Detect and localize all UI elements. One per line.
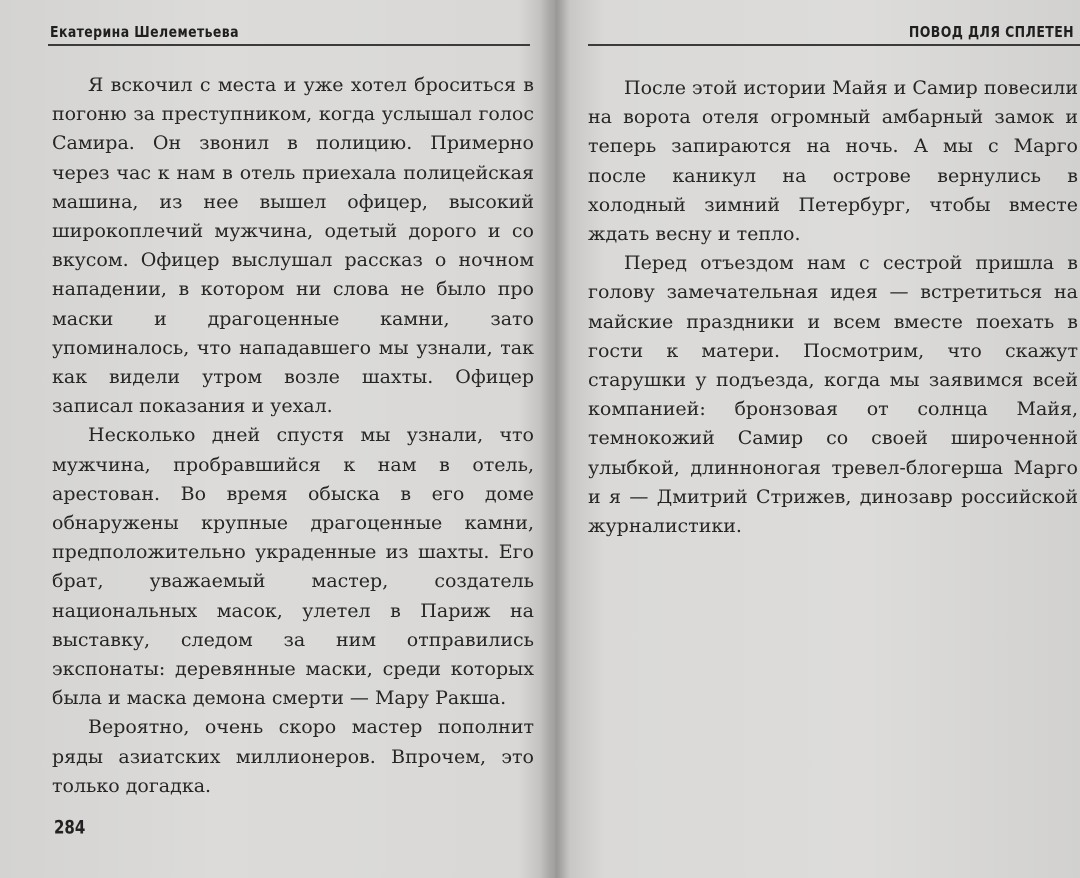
paragraph: Несколько дней спустя мы узнали, что мужчина, пробравшийся к нам в отель, арестован. Во время обыска в его доме обнаружены крупные драгоценные камни, предположительно украденные из шахты. Его брат, уважаемый мастер, создатель национальных масок, улетел в Париж на выставку, следом за ним отправились экспонаты: деревянные маски, среди которых была и маска демона смерти — Мару Ракша. [52,424,534,710]
right-page [556,0,1080,878]
paragraph: Я вскочил с места и уже хотел броситься в погоню за преступником, когда услышал голос Самира. Он звонил в полицию. Примерно через час к нам в отель приехала полицейская машина, из нее вышел офицер, высокий широкоплечий мужчина, одетый дорого и со вкусом. Офицер выслушал рассказ о ночном нападении, в котором ни слова не было про маски и драгоценные камни, зато упоминалось, что нападавшего мы узнали, так как видели утром возле шахты. Офицер записал показания и уехал. [52,74,534,418]
left-page-text [52,71,534,801]
right-page-text [588,74,1078,541]
page-number: 284 [54,815,86,839]
running-head-author: Екатерина Шелеметьева [50,22,239,41]
paragraph: Перед отъездом нам с сестрой пришла в голову замечательная идея — встретиться на майские праздники и всем вместе поехать в гости к матери. Посмотрим, что скажут старушки у подъезда, когда мы заявимся всей компанией: бронзовая от солнца Майя, темнокожий Самир со своей широченной улыбкой, длинноногая тревел-блогерша Марго и я — Дмитрий Стрижев, динозавр российской журналистики. [588,252,1078,538]
paragraph: Вероятно, очень скоро мастер пополнит ряды азиатских миллионеров. Впрочем, это только догадка. [52,716,534,797]
header-rule [48,44,530,46]
paragraph: После этой истории Майя и Самир повесили на ворота отеля огромный амбарный замок и теперь запираются на ночь. А мы с Марго после каникул на острове вернулись в холодный зимний Петербург, чтобы вместе ждать весну и тепло. [588,77,1078,246]
running-head-title: ПОВОД ДЛЯ СПЛЕТЕН [908,22,1074,41]
header-rule [588,44,1080,46]
